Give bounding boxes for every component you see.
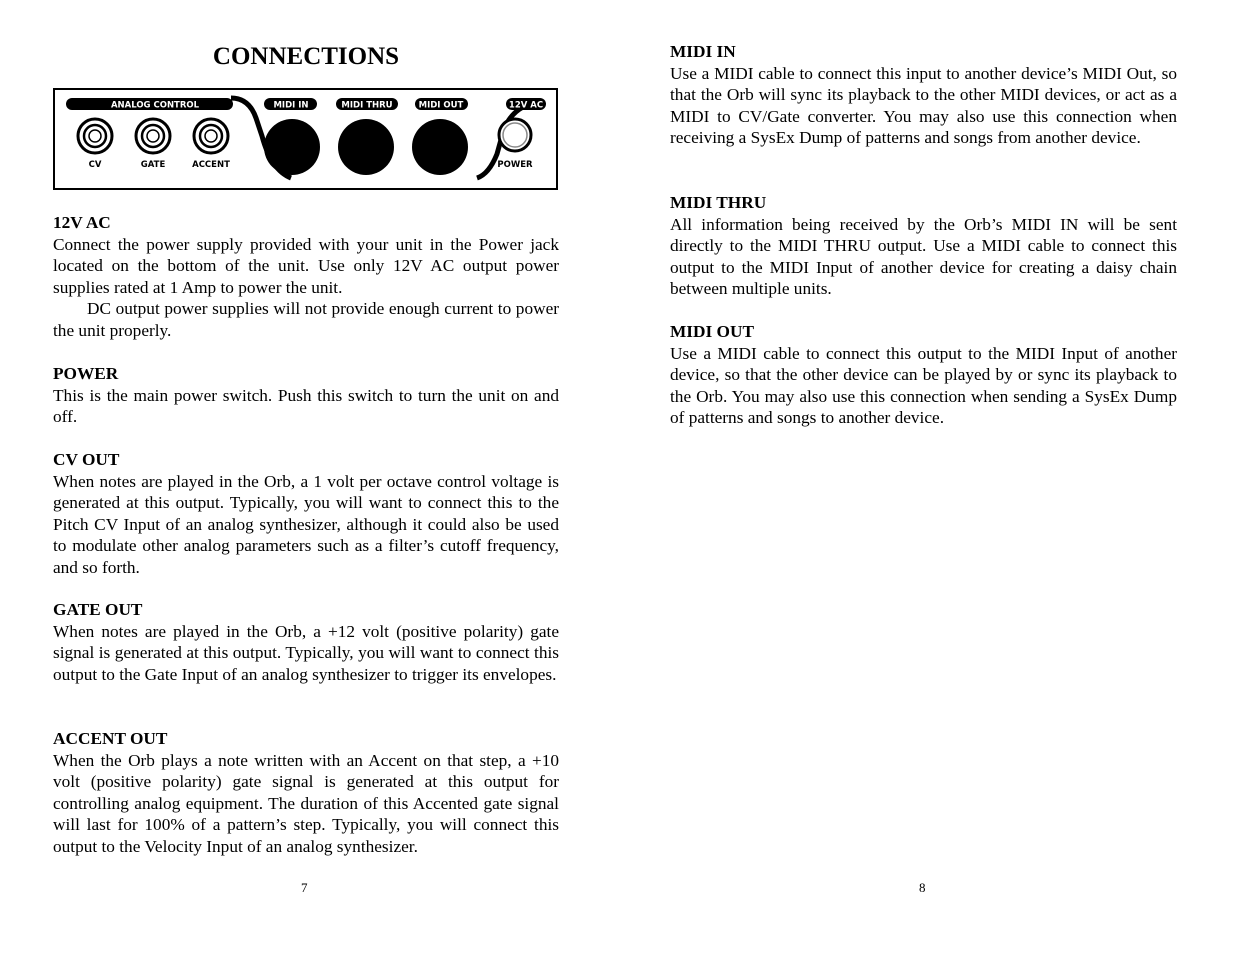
section-midi-out [670,321,1177,429]
section-heading: POWER [53,364,119,383]
section-paragraph: When notes are played in the Orb, a 1 volt per octave control voltage is generated at this output. Typically, you will want to connect this to the Pitch CV Input of an analog synthesizer, although it could also be used to modulate other analog parameters such as a filter’s cutoff frequency, and so forth. [53,471,559,577]
section-heading: MIDI IN [670,42,736,61]
cv-jack [78,119,112,153]
section-paragraph: When the Orb plays a note written with an Accent on that step, a +10 volt (positive polarity) gate signal is generated at this output for controlling analog equipment. The duration of this Accented gate signal will last for 100% of a pattern’s step. Typically, you will connect this output to the Velocity Input of an analog synthesizer. [53,750,559,856]
section-paragraph: When notes are played in the Orb, a +12 volt (positive polarity) gate signal is generated at this output. Typically, you will want to connect this output to the Gate Input of an analog synthesizer to trigger its envelopes. [53,621,559,684]
page-number: 7 [301,880,308,895]
section-heading: GATE OUT [53,600,143,619]
page-title: CONNECTIONS [212,43,400,70]
section-heading: MIDI THRU [670,193,767,212]
section-paragraph: All information being received by the Orb’s MIDI IN will be sent directly to the MIDI THRU output. Use a MIDI cable to connect this output to the MIDI Input of another device for creating a daisy chain between multiple units. [670,214,1177,298]
section-heading: 12V AC [53,213,111,232]
gate-jack [136,119,170,153]
section-heading: MIDI OUT [670,322,755,341]
bar-label-midi-thru: MIDI THRU [341,100,393,111]
jack-label-power: POWER [497,160,533,170]
section-paragraph: Use a MIDI cable to connect this input to another device’s MIDI Out, so that the Orb will sync its playback to the other MIDI devices, or act as a MIDI to CV/Gate converter. You may also use this connection when receiving a SysEx Dump of patterns and songs from another device. [670,63,1177,147]
midi-out-port [412,119,468,175]
section-accent-out [53,728,559,857]
section-midi-thru [670,192,1177,300]
section-cv-out [53,449,559,578]
section-paragraph: DC output power supplies will not provide enough current to power the unit properly. [53,299,559,340]
connector-panel-diagram [53,88,559,192]
bar-label-analog-control: ANALOG CONTROL [110,100,200,111]
section-heading: ACCENT OUT [53,729,168,748]
section-paragraph: Use a MIDI cable to connect this output to the MIDI Input of another device, so that the other device can be played by or sync its playback to the Orb. You may also use this connection when sending a SysEx Dump of patterns and songs to another device. [670,343,1177,427]
power-jack [499,119,531,151]
section-paragraph: This is the main power switch. Push this switch to turn the unit on and off. [53,385,559,426]
bar-label-midi-in: MIDI IN [273,100,309,111]
jack-label-accent: ACCENT [192,160,230,170]
section-midi-in [670,41,1177,149]
bar-label-12v-ac: 12V AC [508,100,544,111]
section-gate-out [53,599,559,685]
page-number: 8 [919,880,926,895]
section-heading: CV OUT [53,450,120,469]
midi-thru-port [338,119,394,175]
jack-label-gate: GATE [140,160,166,170]
section-power [53,363,559,428]
accent-jack [194,119,228,153]
midi-in-port [264,119,320,175]
section-12v-ac [53,212,559,341]
section-paragraph: Connect the power supply provided with your unit in the Power jack located on the bottom of the unit. Use only 12V AC output power supplies rated at 1 Amp to power the unit. [53,234,559,297]
jack-label-cv: CV [88,160,102,170]
bar-label-midi-out: MIDI OUT [418,100,464,111]
